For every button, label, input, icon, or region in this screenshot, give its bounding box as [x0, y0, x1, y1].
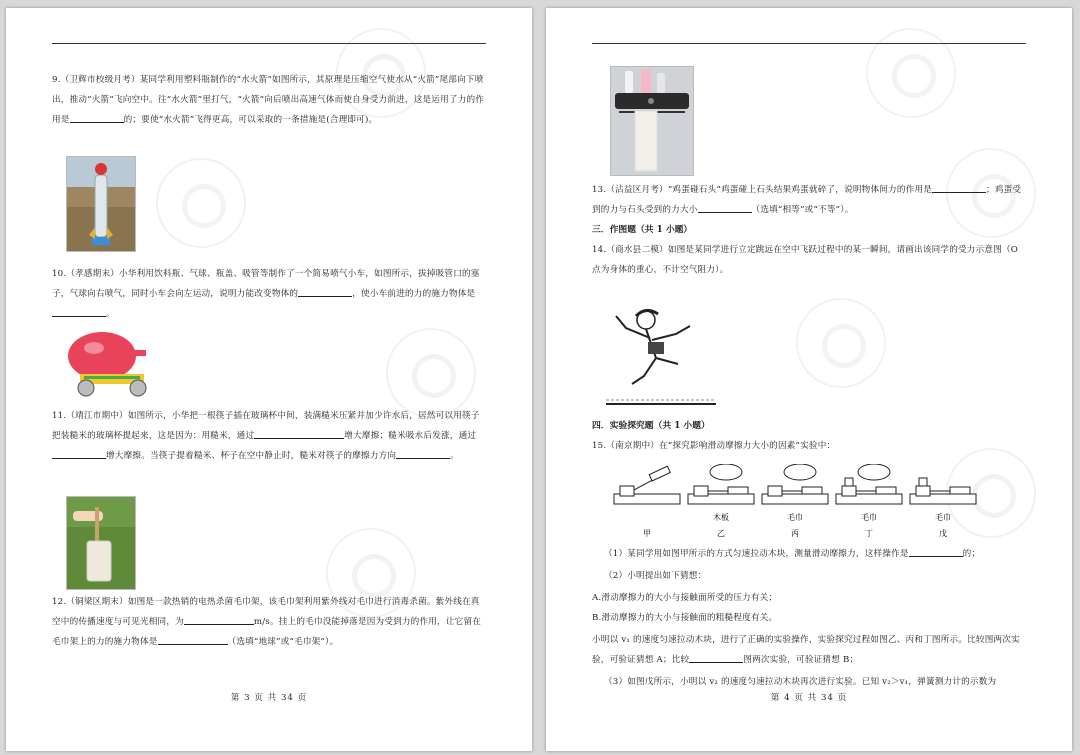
answer-blank[interactable] [689, 652, 743, 663]
answer-blank[interactable] [909, 546, 963, 557]
watermark-icon [866, 28, 956, 118]
hypothesis-a: A.滑动摩擦力的大小与接触面所受的压力有关； [592, 593, 778, 603]
answer-blank[interactable] [698, 202, 752, 213]
towel-rack-image [610, 66, 694, 176]
water-rocket-image [66, 156, 136, 252]
chopstick-cup-image [66, 496, 136, 590]
question-15-part2: （2）小明提出如下猜想： [604, 571, 707, 581]
apparatus-ding [836, 464, 902, 504]
fig-top-label: 毛巾 [861, 513, 877, 522]
page-footer: 第 3 页 共 34 页 [230, 693, 308, 703]
question-11: 11.（靖江市期中）如图所示，小华把一根筷子插在玻璃杯中间，装满糙米压紧并加少许水后，居然可以用筷子把装糙米的玻璃杯提起来，这是因为：用糙米，通过 增大摩擦；糙米吸水后发涨，通过增大摩擦。当筷子提着糙米、杯子在空中静止时，糙米对筷子的摩擦力方向 。 [52, 411, 480, 461]
question-10: 10.（孝感期末）小华利用饮料瓶、气球、瓶盖、吸管等制作了一个简易喷气小车，如图所示，拔掉吸管口的塞子，气球向右喷气，同时小车会向左运动，说明力能改变物体的 ，使小车前进的力的施力物体是。 [52, 269, 480, 319]
question-12: 12.（铜梁区期末）如图是一款热销的电热杀菌毛巾架，该毛巾架利用紫外线对毛巾进行消毒杀菌。紫外线在真空中的传播速度与可见光相同，为 m/s。挂上的毛巾没能掉落是因为受到力的作用，让它留在毛巾架上的力的施力物体是 （选填“地球”或“毛巾架”）。 [52, 597, 482, 647]
fig-top-label: 木板 [713, 513, 729, 522]
answer-blank[interactable] [184, 614, 254, 625]
watermark-icon [156, 158, 246, 248]
balloon-car-image [66, 328, 150, 400]
answer-blank[interactable] [298, 286, 352, 297]
answer-blank[interactable] [254, 428, 344, 439]
answer-blank[interactable] [932, 182, 986, 193]
apparatus-wu [910, 478, 976, 504]
answer-blank[interactable] [52, 448, 106, 459]
page-footer: 第 4 页 共 34 页 [770, 693, 848, 703]
fig-bottom-label: 丁 [865, 529, 873, 538]
apparatus-yi [688, 464, 754, 504]
question-15-part3: （3）如图戊所示，小明以 v₂ 的速度匀速拉动木块再次进行实验。已知 v₂＞v₁，弹簧测力计的示数为 [604, 677, 997, 687]
fig-bottom-label: 戊 [939, 529, 947, 538]
answer-blank[interactable] [70, 112, 124, 123]
fig-top-label: 毛巾 [935, 513, 951, 522]
question-15-intro: 15.（南京期中）在“探究影响滑动摩擦力大小的因素”实验中： [592, 441, 836, 451]
friction-experiment-figure [610, 464, 980, 544]
section-heading: 三．作图题（共 1 小题） [592, 225, 693, 235]
page-4 [546, 8, 1072, 751]
fig-bottom-label: 丙 [791, 529, 799, 538]
long-jump-figure [606, 298, 716, 406]
answer-blank[interactable] [158, 634, 228, 645]
apparatus-jia [614, 466, 680, 504]
answer-blank[interactable] [52, 306, 106, 317]
page-3 [6, 8, 532, 751]
header-rule [592, 43, 1026, 44]
header-rule [52, 43, 486, 44]
fig-top-label: 毛巾 [787, 513, 803, 522]
fig-bottom-label: 乙 [717, 529, 725, 538]
question-13: 13.（沾益区月考）“鸡蛋碰石头”鸡蛋碰上石头结果鸡蛋就碎了，说明物体间力的作用是 ；鸡蛋受到的力与石头受到的力大小 （选填“相等”或“不等”）。 [592, 180, 1026, 220]
question-15-part1: （1）某同学用如图甲所示的方式匀速拉动木块，测量滑动摩擦力，这样操作是 的； [592, 544, 1026, 564]
question-9: 9.（卫辉市校级月考）某同学利用塑料瓶制作的“水火箭”如图所示，其原理是压缩空气使水从“火箭”尾部向下喷出，推动“火箭”飞向空中。往“水火箭”里打气，“火箭”向后喷出高速气体而使自身受力前进，这是运用了力的作用是 的；要使“水火箭”飞得更高，可以采取的一条措施是(合理即可)。 [52, 75, 485, 125]
question-14: 14.（商水县二模）如图是某同学进行立定跳远在空中飞跃过程中的某一瞬间，请画出该同学的受力示意图（O 点为身体的重心，不计空气阻力）。 [592, 245, 1019, 275]
apparatus-bing [762, 464, 828, 504]
watermark-icon [386, 328, 476, 418]
question-15-part2-detail: 小明以 v₁ 的速度匀速拉动木块，进行了正确的实验操作，实验探究过程如图乙、丙和丁图所示。比较图两次实验，可验证猜想 A；比较 图两次实验，可验证猜想 B； [592, 635, 1020, 665]
answer-blank[interactable] [396, 448, 450, 459]
fig-bottom-label: 甲 [643, 529, 651, 538]
watermark-icon [796, 298, 886, 388]
hypothesis-b: B.滑动摩擦力的大小与接触面的粗糙程度有关。 [592, 613, 778, 623]
section-heading: 四．实验探究题（共 1 小题） [592, 421, 710, 431]
